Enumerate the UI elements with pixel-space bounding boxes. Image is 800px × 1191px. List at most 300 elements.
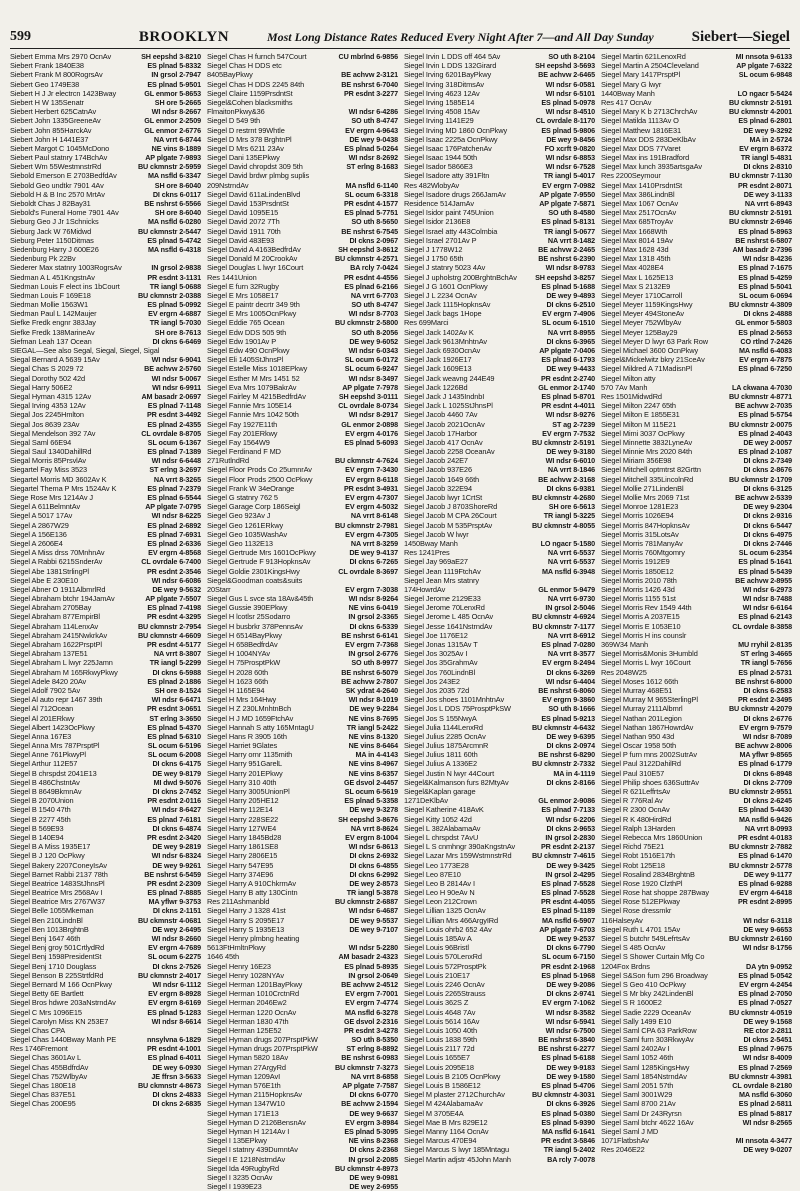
- listing-phone: GL enmor 2-2509: [144, 116, 201, 126]
- listing-name: Siegel S Shower Curtain Mfg Co: [601, 952, 705, 962]
- listing-phone: ES plnad 5-5754: [738, 410, 792, 420]
- listing-phone: DI ckns 2-2368: [349, 1145, 398, 1155]
- listing-name: Siegel Henry plmbng heating: [207, 934, 300, 943]
- listing-entry: [404, 374, 595, 383]
- listing-phone: NA vrrt 8-0993: [744, 823, 792, 833]
- listing-phone: DI ckns 2-9653: [546, 823, 595, 833]
- listing-name: Siegel Nathan 201Legion: [601, 713, 682, 723]
- listing-phone: DI ckns 6-0117: [152, 189, 201, 199]
- listing-name: Siegel Sadie 2229 OceanAv: [601, 1007, 691, 1017]
- listing-entry: [601, 1035, 792, 1044]
- listing-name: Siegel Matilda 1113Av O: [601, 116, 679, 126]
- listing-name: Siegel Morris 2010 78th: [601, 575, 677, 585]
- listing-name: Siegel Jacob 2258 OceanAv: [404, 447, 495, 457]
- listing-phone: DE wey 9-6395: [546, 731, 595, 741]
- listing-phone: BU ckmnstr 2-7882: [728, 842, 792, 852]
- listing-name: Siedenburg Harry J 600E26: [10, 244, 99, 254]
- listing-name: Siegel Isaac 176PatchenAv: [404, 143, 492, 153]
- listing-phone: MA in 2-5724: [749, 134, 792, 144]
- listing-entry: [601, 355, 792, 364]
- listing-phone: NA vrrt 8-8624: [350, 823, 398, 833]
- listing-name: Siegel Jerome 70LenxRd: [404, 603, 485, 613]
- listing-phone: ES plnad 5-6188: [541, 1053, 595, 1063]
- listing-entry: [601, 300, 792, 309]
- listing-entry: [404, 714, 595, 723]
- listing-phone: CU mbrlnd 6-9856: [338, 52, 398, 61]
- listing-name: Siegel Geo 1035WashAv: [207, 529, 288, 539]
- listing-entry: [404, 787, 595, 796]
- listing-name: Siegel Abraham btchr 194JamAv: [10, 594, 115, 604]
- listing-phone: AP plgate 7-0406: [539, 346, 595, 355]
- listing-entry: [207, 695, 398, 704]
- listing-phone: EV ergrn 8-1004: [345, 832, 398, 842]
- listing-name: Siegel Geo 923Av J: [207, 511, 271, 521]
- listing-name: Siegel Mary 1417PrsptPl: [601, 70, 681, 80]
- listing-entry: [10, 548, 201, 557]
- listing-phone: ST ag 2-7239: [552, 419, 595, 429]
- listing-name: Siegel Hans R 3905 16th: [207, 731, 287, 741]
- listing-entry: [207, 686, 398, 695]
- listing-entry: [207, 1044, 398, 1053]
- listing-phone: ES plnad 5-0978: [541, 97, 595, 107]
- listing-phone: DI ckns 2-7452: [152, 787, 201, 796]
- listing-name: Siegel Benson B 225StrtfdRd: [10, 970, 104, 980]
- listing-phone: SO uth 8-4747: [351, 116, 398, 126]
- listing-name: Siegel Morris 1026E94: [601, 511, 674, 521]
- listing-name: Siegel Max 685TroyAv: [601, 217, 673, 227]
- listing-entry: [404, 888, 595, 897]
- listing-name: Siegel H 75ProsptPkW: [207, 658, 281, 668]
- listing-entry: [601, 328, 792, 337]
- listing-name: Siegel Louis 4648 7Av: [404, 1007, 476, 1017]
- listing-entry: [601, 934, 792, 943]
- listing-phone: ES plnad 6-2166: [344, 281, 398, 291]
- listing-name: Siegel Al auto repr 1467 39th: [10, 695, 103, 705]
- listing-phone: ST erlng 8-1683: [346, 162, 398, 172]
- listing-phone: DI ckns 2-4888: [743, 309, 792, 319]
- listing-name: Siegel G statnry 762 5: [207, 493, 278, 502]
- listing-entry: [601, 879, 792, 888]
- listing-phone: NE vins 8-1320: [348, 731, 398, 741]
- listing-name: Siegel Irvin L DDS off 464 5Av: [404, 52, 501, 61]
- listing-name: Res 211Ashmanbld: [207, 897, 270, 907]
- listing-name: Siegel J 1778W12: [404, 244, 463, 254]
- listing-phone: NA vrrt 8-3259: [350, 538, 398, 548]
- listing-phone: SH eepshd 3-8257: [535, 272, 595, 282]
- listing-name: Siegel Nathan 950 43d: [601, 731, 675, 741]
- listing-name: Siebert John 1335GreeneAv: [10, 116, 101, 126]
- listing-phone: WI ndsr 8-9276: [545, 410, 595, 420]
- listing-entry: [601, 952, 792, 961]
- listing-name: Siegel Jesse 1641NstrndAv: [404, 621, 493, 631]
- listing-name: Siegal Irving 4353 12Av: [10, 401, 86, 411]
- listing-entry: [601, 383, 792, 392]
- listing-phone: BU ckmnstr 2-1709: [728, 474, 792, 484]
- listing-phone: WI ndsr 8-1756: [742, 943, 792, 953]
- listing-entry: [404, 796, 595, 805]
- listing-phone: SH eepshd 3-0111: [338, 391, 398, 401]
- listing-name: Siegel Benj 1598PresidentSt: [10, 952, 102, 962]
- listing-name: Siegel H Z 230LMnhtnBch: [207, 704, 291, 714]
- listing-entry: [404, 282, 595, 291]
- listing-entry: [10, 888, 201, 897]
- listing-name: Siegel Mitchell optmtrst 82Grttn: [601, 465, 701, 475]
- listing-name: Siegel A 2606E4: [10, 538, 63, 548]
- listing-name: Siegel Ferdinand F MD: [207, 447, 281, 457]
- listing-name: Res 417 OcnAv: [601, 97, 652, 107]
- listing-name: Siegel Matthew 1816E31: [601, 125, 681, 135]
- listing-phone: BU ckmnstr 2-5447: [137, 226, 201, 236]
- listing-phone: DI ckns 6-4975: [743, 529, 792, 539]
- listing-entry: [207, 401, 398, 410]
- listing-entry: [10, 263, 201, 272]
- listing-entry: [601, 429, 792, 438]
- listing-name: Siegel H Mrs 164Hwy: [207, 695, 277, 705]
- listing-entry: [601, 521, 792, 530]
- listing-entry: [10, 438, 201, 447]
- listing-name: Siegel Chas 3601Av L: [10, 1053, 82, 1063]
- listing-phone: NA vrrt 8-1482: [547, 235, 595, 245]
- listing-phone: ES plnad 5-3358: [344, 796, 398, 806]
- listing-entry: [404, 741, 595, 750]
- listing-name: Siegel Morris 1426 43d: [601, 584, 675, 594]
- listing-phone: MI nnsota 4-3477: [735, 1136, 792, 1146]
- listing-entry: [601, 631, 792, 640]
- listing-entry: [207, 208, 398, 217]
- listing-entry: [207, 897, 398, 906]
- listing-phone: CL ovrdale 8-3697: [338, 566, 398, 576]
- listing-phone: DE wey 9-1568: [743, 1016, 792, 1026]
- listing-entry: [404, 833, 595, 842]
- listing-name: Res 482WlobyAv: [404, 180, 460, 190]
- listing-name: Siegel Louis B 1586E12: [404, 1081, 481, 1090]
- listing-entry: [207, 52, 398, 61]
- listing-entry: [207, 796, 398, 805]
- listing-phone: NE vins 8-7695: [348, 713, 398, 723]
- listing-entry: [207, 364, 398, 373]
- listing-phone: WI ndsr 6-5941: [545, 1016, 595, 1026]
- listing-name: Siegel Saml 1285KingsHwy: [601, 1062, 690, 1072]
- listing-name: Siegel Chas CPA: [10, 1025, 66, 1035]
- listing-phone: DE wey 9-7107: [349, 924, 398, 934]
- listing-entry: [601, 603, 792, 612]
- listing-name: Siegel H 658BedfrdAv: [207, 640, 278, 649]
- listing-entry: [404, 181, 595, 190]
- listing-name: Siegel Nathan 1867HowrdAv: [601, 722, 694, 732]
- listing-entry: [207, 1182, 398, 1191]
- listing-entry: [404, 1155, 595, 1164]
- listing-phone: WI ndsr 6-6471: [151, 695, 201, 705]
- listing-name: 209NstrndAv: [207, 180, 249, 190]
- listing-phone: IN grsol 2-9838: [151, 263, 201, 273]
- listing-phone: IN grsol 2-0649: [348, 970, 398, 980]
- listing-entry: [207, 925, 398, 934]
- listing-entry: [601, 135, 792, 144]
- listing-entry: [601, 842, 792, 851]
- listing-phone: AP plgate 7-9893: [145, 153, 201, 163]
- listing-phone: EV ergrn 8-8928: [148, 989, 201, 999]
- listing-name: Siegel Louis 210E17: [404, 970, 470, 980]
- listing-phone: DE wey 9-5632: [152, 584, 201, 594]
- listing-phone: DE wey 9-3425: [546, 860, 595, 870]
- listing-phone: PR esdnt 2-3546: [146, 566, 201, 576]
- listing-entry: [404, 695, 595, 704]
- listing-name: Siegartel Morris MD 3602Av K: [10, 474, 107, 484]
- listing-phone: DI ckns 2-1151: [152, 906, 201, 916]
- listing-entry: [404, 493, 595, 502]
- listing-phone: WI ndsr 6-7528: [545, 162, 595, 172]
- listing-entry: [404, 291, 595, 300]
- listing-name: Siegel Hyman 1347W10: [207, 1099, 285, 1109]
- listing-phone: DI ckns 6-5988: [152, 667, 201, 677]
- listing-name: Siegel Belle 1055Mkeman: [10, 906, 94, 916]
- listing-entry: [404, 879, 595, 888]
- listing-name: Siegel Benj 1647 46th: [10, 934, 81, 943]
- listing-entry: [10, 769, 201, 778]
- listing-phone: TR iangl 5-2299: [149, 658, 201, 668]
- listing-entry: [601, 484, 792, 493]
- listing-phone: WI ndsr 8-7089: [742, 731, 792, 741]
- listing-entry: [404, 916, 595, 925]
- listing-entry: [601, 98, 792, 107]
- listing-entry: [207, 245, 398, 254]
- listing-phone: SK ydrat 4-2640: [345, 685, 398, 695]
- listing-name: Siegel David 611aLindenBlvd: [207, 189, 301, 199]
- listing-entry: [207, 603, 398, 612]
- listing-entry: [601, 612, 792, 621]
- listing-phone: DE wey 9-1580: [546, 1071, 595, 1081]
- listing-phone: BE nshrst 6-5807: [735, 235, 792, 245]
- listing-phone: ES plnad 6-9288: [738, 878, 792, 888]
- listing-entry: [601, 447, 792, 456]
- listing-name: Siegel Harry B atty 130Cintn: [207, 888, 298, 898]
- listing-name: Siegel Chas H DDS etc: [207, 61, 282, 71]
- listing-name: Siegel Gertrude F 913HopknsAv: [207, 557, 311, 567]
- listing-entry: [404, 1063, 595, 1072]
- listing-phone: ES plnad 5-6093: [344, 437, 398, 447]
- listing-name: Siegel Louis 5614 16Av: [404, 1016, 480, 1026]
- listing-phone: CL ovrdale 8-2180: [732, 1081, 792, 1090]
- listing-name: Siegel Monroe 1281E23: [601, 502, 679, 512]
- listing-entry: [207, 539, 398, 548]
- listing-phone: EV ergrn 4-7875: [739, 355, 792, 365]
- listing-entry: [207, 989, 398, 998]
- listing-entry: [10, 833, 201, 842]
- listing-phone: LA ckwana 4-7030: [731, 382, 792, 392]
- listing-entry: [207, 475, 398, 484]
- listing-phone: EV ergrn 4-9643: [345, 125, 398, 135]
- listing-entry: [207, 1155, 398, 1164]
- listing-name: Siegel Harry 951GarelL: [207, 759, 283, 769]
- listing-entry: [404, 1044, 595, 1053]
- listing-name: Res 2046E22: [601, 1145, 645, 1155]
- listing-name: Siegal Hyman 4315 12Av: [10, 391, 92, 401]
- listing-entry: [404, 805, 595, 814]
- listing-entry: [207, 952, 398, 961]
- listing-entry: [404, 1053, 595, 1062]
- listing-phone: SL ocum 6-0694: [738, 290, 792, 300]
- listing-entry: [404, 815, 595, 824]
- listing-name: Siebold Geo undtkr 7901 4Av: [10, 180, 104, 190]
- listing-name: Siebold's Funeral Home 7901 4Av: [10, 208, 119, 218]
- listing-entry: [601, 89, 792, 98]
- listing-phone: EV ergrn 3-8984: [345, 1117, 398, 1127]
- listing-phone: SO uth 8-2056: [351, 327, 398, 337]
- listing-entry: [404, 410, 595, 419]
- listing-phone: LO ngacr 5-1580: [540, 538, 595, 548]
- listing-name: Siegartel Thema P Mrs 1524Av K: [10, 483, 117, 493]
- listing-entry: [207, 135, 398, 144]
- listing-name: Siegel S Mr bky 242LindenBl: [601, 989, 694, 999]
- listing-name: Siegel Jack 1926E17: [404, 355, 472, 365]
- listing-entry: [10, 273, 201, 282]
- listing-phone: DI ckns 6-3269: [546, 667, 595, 677]
- listing-entry: [404, 557, 595, 566]
- listing-name: Siegel Isadore atty 391Fltn: [404, 171, 490, 181]
- listing-entry: [601, 714, 792, 723]
- listing-name: Siegel David chropdst 309 5th: [207, 162, 303, 172]
- listing-entry: [207, 658, 398, 667]
- listing-entry: [601, 796, 792, 805]
- listing-phone: ES plnad 2-5731: [738, 667, 792, 677]
- listing-entry: [207, 585, 398, 594]
- listing-entry: [207, 916, 398, 925]
- listing-entry: [10, 364, 201, 373]
- listing-name: Siegel A 2867W29: [10, 520, 69, 530]
- listing-entry: [404, 162, 595, 171]
- listing-name: Siegel Albert 1423OcPkwy: [10, 722, 95, 732]
- listing-name: Siegel Bros hdwre 203aNstrndAv: [10, 998, 116, 1008]
- listing-phone: AP plgate 7-9550: [539, 189, 595, 199]
- listing-phone: DE wey 2-6955: [349, 1182, 398, 1191]
- listing-phone: SL ocum 6-9848: [738, 70, 792, 80]
- listing-phone: SH ore 6-5613: [548, 502, 595, 512]
- listing-name: Siegel S butchr 549LefrtsAv: [601, 934, 690, 943]
- listing-phone: NA vrrt 8-1846: [547, 465, 595, 475]
- listing-phone: ES plnad 6-1779: [738, 759, 792, 769]
- listing-name: Siegel Abe 1381StrlingPl: [10, 566, 89, 576]
- listing-phone: IN grsol 2-2830: [545, 832, 595, 842]
- listing-entry: [404, 962, 595, 971]
- listing-name: Siegel Hyman D 2126BensnAv: [207, 1117, 306, 1127]
- listing-phone: ES plnad 5-4259: [738, 272, 792, 282]
- listing-phone: DI ckns 2-6776: [743, 713, 792, 723]
- listing-name: Siegel Abe E 230E10: [10, 575, 78, 585]
- listing-phone: ES plnad 7-4198: [147, 603, 201, 613]
- listing-entry: [601, 465, 792, 474]
- listing-phone: PR esdnt 3-2277: [343, 88, 398, 98]
- listing-phone: DE wey 9-6637: [349, 1108, 398, 1118]
- listing-phone: DI ckns 2-8310: [743, 162, 792, 172]
- listing-entry: [404, 328, 595, 337]
- listing-phone: DI ckns 2-0967: [349, 235, 398, 245]
- listing-phone: NA vrrt 8-8955: [547, 327, 595, 337]
- listing-name: Siegel Isaac 2225a OcnPkwy: [404, 134, 498, 144]
- listing-phone: EV ergrn 4-6887: [148, 309, 201, 319]
- listing-name: Siegel Max 1410PrsdntSt: [601, 180, 683, 190]
- listing-phone: DI ckns 6-5339: [349, 621, 398, 631]
- listing-name: Siegel Jack 6930OcnAv: [404, 346, 481, 355]
- listing-entry: [207, 328, 398, 337]
- listing-entry: [207, 815, 398, 824]
- listing-phone: BE nshrst 6-0983: [341, 1053, 398, 1063]
- listing-entry: [404, 52, 595, 61]
- listing-phone: DE wey 9-2819: [152, 842, 201, 852]
- listing-phone: SH ore 8-7613: [154, 327, 201, 337]
- listing-entry: [404, 870, 595, 879]
- listing-phone: TR iangl 5-3225: [543, 511, 595, 521]
- listing-name: Siegel Saml 3001W29: [601, 1090, 673, 1100]
- listing-phone: ES plnad 5-8935: [344, 961, 398, 971]
- listing-entry: [10, 318, 201, 327]
- listing-entry: [10, 934, 201, 943]
- listing-phone: WI ndsr 5-2280: [348, 943, 398, 953]
- listing-name: Siegel Hannah S atty 165MntagU: [207, 722, 314, 732]
- listing-name: Siegel Irving 1585E14: [404, 97, 475, 107]
- listing-entry: [207, 971, 398, 980]
- listing-phone: MA nsfld 6-1641: [542, 1126, 595, 1136]
- listing-name: Siegel Kitty 1052 42d: [404, 814, 472, 824]
- listing-phone: SL ocum 6-1510: [541, 318, 595, 328]
- listing-entry: [404, 567, 595, 576]
- listing-phone: WI ndsr 6-6010: [545, 456, 595, 466]
- listing-phone: MA nsfld 6-9426: [739, 814, 792, 824]
- listing-name: Siebert Emma Mrs 2970 OcnAv: [10, 52, 112, 61]
- listing-entry: [601, 475, 792, 484]
- listing-name: Siegel Harry ornr 1135mith: [207, 750, 293, 760]
- listing-name: Siegel B chrspdst 2041E13: [10, 768, 97, 778]
- listing-phone: SO uth 8-5650: [351, 217, 398, 227]
- listing-phone: NA vrrt 8-6912: [547, 630, 595, 640]
- listing-name: Siegel Mary G lwyr: [601, 79, 662, 89]
- listing-entry: [404, 658, 595, 667]
- listing-entry: [601, 530, 792, 539]
- listing-phone: ES plnad 7-6931: [147, 529, 201, 539]
- listing-phone: ES plnad 5-4370: [147, 722, 201, 732]
- listing-entry: [10, 181, 201, 190]
- listing-name: Siegel Jos L DDS 75ProsptPkSW: [404, 704, 511, 714]
- listing-phone: DE wey 9-3292: [743, 125, 792, 135]
- listing-phone: NA vrrt 6-5537: [547, 548, 595, 558]
- listing-name: Siegel Julius 2285 OcnAv: [404, 731, 486, 741]
- listing-name: Siegel Jacob lwyr 1CrtSt: [404, 493, 483, 502]
- listing-name: Siegel Jacob 2021OcnAv: [404, 419, 485, 429]
- listing-name: 174HowrdAv: [404, 584, 446, 594]
- listing-name: Siegel Jack 1226Bd: [404, 382, 468, 392]
- listing-phone: MA in 4-4143: [355, 750, 398, 760]
- listing-phone: SO uth 8-4747: [351, 300, 398, 310]
- listing-entry: [10, 998, 201, 1007]
- listing-name: Siegel Leo 1773E28: [404, 860, 469, 870]
- listing-phone: BE nshrst 6-8000: [735, 676, 792, 686]
- listing-name: Siegel Harry S 1935E13: [207, 924, 285, 934]
- listing-phone: JE ffrsn 3-5633: [151, 1071, 201, 1081]
- listing-entry: [404, 612, 595, 621]
- listing-entry: [404, 346, 595, 355]
- listing-name: Siegel Louis ohrb2 652 4Av: [404, 924, 492, 934]
- listing-name: Siebold Emerson E 2703BedfdAv: [10, 171, 117, 181]
- listing-phone: AP plgate 7-7978: [342, 382, 398, 392]
- listing-name: Siegel D 549 9th: [207, 116, 261, 126]
- listing-entry: [404, 548, 595, 557]
- listing-name: Res 1746Fremont: [10, 1044, 68, 1054]
- listing-phone: DE wey 9-5537: [349, 915, 398, 925]
- listing-entry: [10, 502, 201, 511]
- listing-name: Siegel H 1004NYAv: [207, 649, 270, 659]
- listing-entry: [601, 622, 792, 631]
- listing-entry: [404, 98, 595, 107]
- listing-name: Siegel Rose 512EPkway: [601, 897, 680, 907]
